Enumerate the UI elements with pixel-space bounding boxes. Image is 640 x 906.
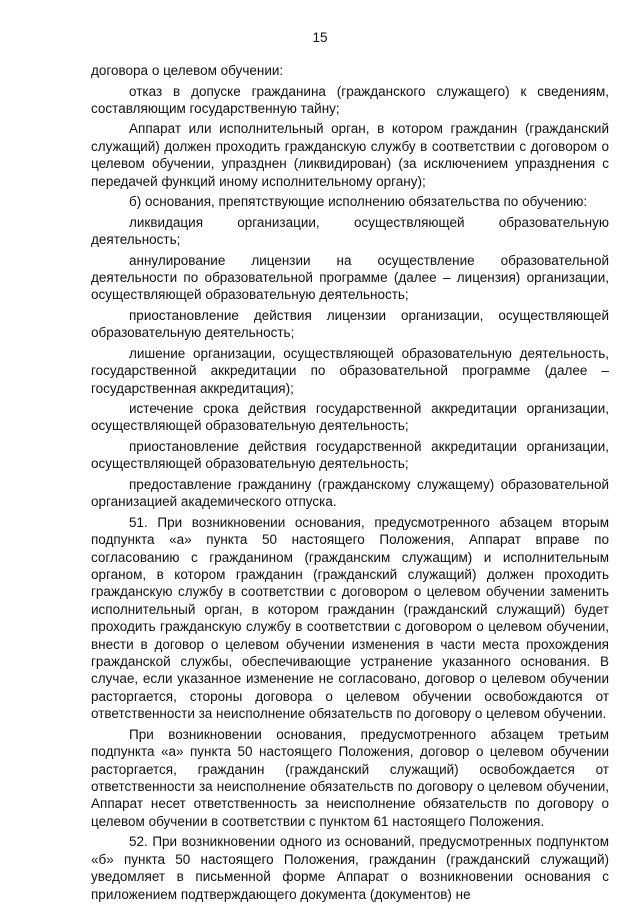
paragraph-academic-leave: предоставление гражданину (гражданскому служащему) образовательной организацией академического отпуска. xyxy=(91,476,609,510)
paragraph-body-abolished: Аппарат или исполнительный орган, в котором гражданин (гражданский служащий) должен проходить гражданскую службу в соответствии с договором о целевом обучении, упразднен (ликвидирован) (за исключением упразднения с передачей функций иному исполнительному органу); xyxy=(91,121,609,189)
page-number: 15 xyxy=(312,30,328,45)
paragraph-clause-52: 52. При возникновении одного из оснований, предусмотренных подпунктом «б» пункта 50 настоящего Положения, гражданин (гражданский служащий) уведомляет в письменной форме Аппарат о возникновении основания с приложением подтверждающего документа (документов) не xyxy=(91,834,609,902)
paragraph-clause-51: 51. При возникновении основания, предусмотренного абзацем вторым подпункта «а» пункта 50 настоящего Положения, Аппарат вправе по согласованию с гражданином (гражданским служащим) и исполнительным органом, в котором гражданин (гражданский служащий) должен проходить гражданскую службу в соответствии с договором о целевом обучении заменить исполнительный орган, в котором гражданин (гражданский служащий) будет проходить гражданскую службу в соответствии с договором о целевом обучении, внести в договор о целевом обучении изменения в части места прохождения гражданской службы, обеспечивающие устранение указанного основания. В случае, если указанное изменение не согласовано, договор о целевом обучении расторгается, стороны договора о целевом обучении освобождаются от ответственности за неисполнение обязательств по договору о целевом обучении. xyxy=(91,514,609,722)
paragraph-clause-51-part-2: При возникновении основания, предусмотренного абзацем третьим подпункта «а» пункта 50 настоящего Положения, договор о целевом обучении расторгается, гражданин (гражданский служащий) освобождается от ответственности за неисполнение обязательств по договору о целевом обучении, Аппарат несет ответственность за неисполнение обязательств по договору о целевом обучении в соответствии с пунктом 61 настоящего Положения. xyxy=(91,726,609,829)
paragraph-subitem-b-heading: б) основания, препятствующие исполнению обязательства по обучению: xyxy=(129,194,588,210)
paragraph-accreditation-deprivation: лишение организации, осуществляющей образовательную деятельность, государственной аккредитации по образовательной программе (далее – государственная аккредитация); xyxy=(91,345,609,396)
paragraph-accreditation-suspension: приостановление действия государственной аккредитации организации, осуществляющей образовательную деятельность; xyxy=(91,438,609,472)
paragraph-state-secret-refusal: отказ в допуске гражданина (гражданского служащего) к сведениям, составляющим государственную тайну; xyxy=(91,83,609,116)
paragraph-continuation: договора о целевом обучении: xyxy=(91,63,284,78)
paragraph-license-annulment: аннулирование лицензии на осуществление образовательной деятельности по образовательной программе (далее – лицензия) организации, осуществляющей образовательную деятельность; xyxy=(91,252,609,303)
document-body xyxy=(91,62,609,906)
paragraph-liquidation: ликвидация организации, осуществляющей образовательную деятельность; xyxy=(91,214,609,248)
paragraph-accreditation-expiry: истечение срока действия государственной аккредитации организации, осуществляющей образовательную деятельность; xyxy=(91,401,609,434)
paragraph-license-suspension: приостановление действия лицензии организации, осуществляющей образовательную деятельность; xyxy=(91,307,609,341)
